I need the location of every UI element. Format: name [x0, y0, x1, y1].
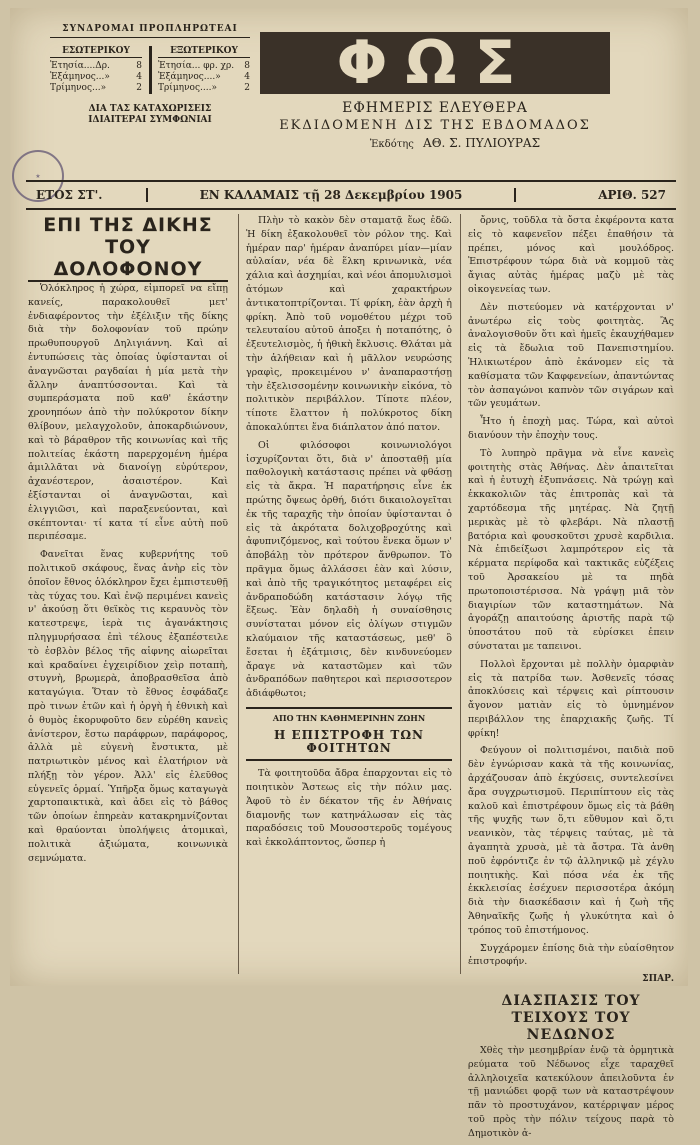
article-paragraph: Οἱ φιλόσοφοι κοινωνιολόγοι ἰσχυρίζονται ὅτι, διὰ ν' ἀποσταθῇ μία παθολογικὴ κατάστασις πρέπει νὰ φθάσῃ εἰς τὰ ἄκρα. Ἡ παρατήρησις εἶνε ἐκ πρώτης ὄψεως ὀρθή, διότι δικαιολογεῖται ἐκ τῆς ταραχῆς τὴν ὁποίαν ὑφίστανται ὁ εἰς τὰ ἀκρότατα δολιχοβροχύτης καὶ ἀφυπνιζόμενος, καὶ τούτου ἕνεκα ὅμων ν' ἀποβάλῃ τὸν πρότερον ἄνθρωπον. Τὸ πρᾶγμα ὅμως ἀλλάσσει ἐὰν καὶ λύσιν, καὶ ἀπὸ τῆς τραγικότητος μεταφέρει εἰς ἀνδραποδώδη κατάστασιν λόγῳ τῆς ἕξεως. Ἐὰν δηλαδὴ ἡ συναίσθησις συνίσταται μόνον εἰς ὀλίγων στιγμῶν κλαύμαιον τῆς καταστάσεως, μεθ' ὃ ἔσεται ἡ ἐξάτμισις, δὲν κινδυνεύομεν ἄραγε νὰ καταστῶμεν καὶ τῶν ἀνδραπόδων παθητεροι καὶ περισσοτερον ἀδιάφθωτοι; [246, 439, 452, 700]
price-label: Τρίμηνος...» [50, 83, 107, 93]
price-value: 4 [244, 72, 250, 82]
price-row [158, 72, 250, 83]
price-value: 8 [136, 61, 142, 71]
article-headline: ΔΙΑΣΠΑΣΙΣ ΤΟΥ ΤΕΙΧΟΥΣ ΤΟΥ ΝΕΔΩΝΟΣ [501, 993, 641, 1044]
article-paragraph: Ἦτο ἡ ἐποχὴ μας. Τώρα, καὶ αὐτοὶ διανύουν τὴν ἐποχὴν τους. [468, 416, 674, 441]
price-value: 4 [136, 72, 142, 82]
headline-line: ΕΠΙ ΤΗΣ ΔΙΚΗΣ [43, 214, 213, 236]
subtitle-line: ΕΦΗΜΕΡΙΣ ΕΛΕΥΘΕΡΑ [342, 100, 528, 116]
article-paragraph: Φεύγουν οἱ πολιτισμένοι, παιδιὰ ποῦ δὲν ἐγνώρισαν κακὰ τὰ τῆς κοινωνίας, ἀρχάζουσαν ἀπὸ ἐκχύσεις, συντελεσίνει ἄρα συγχρωτισμοῦ. Περιπίπτουν εἰς τὰς καλοῦ καὶ ἐπιστρέφουν ὅμως εἰς τὰ βάθη τῆς ψυχῆς των ὅ,τι εὔθυμον καὶ ὅ,τι νεανικὸν, τὰς τέρψεις ταύτας, μὲ τὰ ἀγαπητὰ χρυσὰ, μὲ τὰ ἄστρα. Τὰ ἀνθη ποῦ ἐφρόντιζε ἐν τῷ ἀλληνικῷ μὲ χέγλυ ποιητικὴς. Καὶ πόσα νέα ἐκ τῆς ἐκκλεισίας ἐσέχυεν περισσοτέρα ἀκόμη διὰ τὴν διασκέδασιν καὶ ἡ ζωὴ τῆς Ἀθηναϊκῆς ζωῆς ἡ γλυκύτητα καὶ ὁ τρόπος τοῦ ἐπιστήμονος. [468, 745, 674, 936]
issue-number: ΑΡΙΘ. 527 [598, 188, 666, 202]
price-value: 8 [244, 61, 250, 71]
publisher-name: ΑΘ. Σ. ΠΥΛΙΟΥΡΑΣ [423, 136, 541, 150]
ads-note-line: ΙΔΙΑΙΤΕΡΑΙ ΣΥΜΦΩΝΙΑΙ [88, 115, 212, 125]
article-headline [28, 214, 228, 282]
price-row [50, 61, 142, 72]
place-date: ΕΝ ΚΑΛΑΜΑΙΣ τῇ 28 Δεκεμβρίου 1905 [199, 188, 463, 202]
article-paragraph: Ὁλόκληρος ἡ χώρα, εἰμπορεῖ να εἴπῃ κανείς, παρακολουθεῖ μετ' ἐνδιαφέροντος τὴν ἐξέλιξιν τῆς δίκης διὰ τὴν δολοφονίαν τοῦ πρώην πρωθυπουργοῦ Δηλιγιάννη. Καὶ αἱ ἐντυπώσεις τὰς ὁποίας ὑφίστανται οἱ ἀναγνῶσται ραγδαίαι ἡ μία μετὰ τὴν ἄλλην ἀναπτύσσονται. Καὶ τὰ συμπεράσματα ποῦ καθ' ἑκάστην χρονηπόων ἀπὸ τὴν πολύκροτον δίκην θλίβουν, μελαγχολοῦν, ἀποκαρδιώνουν, καὶ τὸ βάραθρον τῆς κοινωνίας καὶ τῆς πολιτείας ἑκάστη παρερχομένη ἡμέρα ἁμιλλᾶται νὰ διανοίγῃ εὐρύτερον, ἀχανέστερον, ἀσαιστέρον. Καὶ ἐξίστανται οἱ ἀναγνῶσται, καὶ ἐλιγγιῶσι, καὶ παραξενεύονται, καὶ σκέπτονται· τί κατα τί εἶνε αὐτὴ ποῦ περιπέσαμε. [28, 283, 228, 543]
foreign-prices [158, 46, 250, 94]
price-label: Ἑξάμηνος....» [158, 72, 221, 82]
column-rule [238, 214, 239, 974]
foreign-title: ΕΞΩΤΕΡΙΚΟΥ [158, 46, 250, 58]
newspaper-title: ΦΩΣ [260, 32, 610, 94]
article-paragraph: Τὸ λυπηρὸ πρᾶγμα νὰ εἶνε κανεὶς φοιτητὴς στὰς Ἀθήνας. Δὲν ἀπαιτεῖται καὶ ἡ ἐυτυχὴ ἐξυπνάσεις. Νὰ τρώγῃ καὶ ἐκκακολιῶν τὰς ἐπιτροπὰς καὶ τὰ χαρτόδεσμα τῆς μητέρας. Νὰ ζητῇ μερικὰς μὲ τὸ φλεβάρι. Νὰ πλαστῇ βατόρια καὶ φουσκοῦτσι χρυσὲ καρδιλια. Νὰ ἐπιδείξωσι λαμπρότερον εἰς τὰ κέρματα περίφοδα καὶ τακτικᾶς εὐζέξεις τοῦ Ἀρσακείου μὲ τα πηδὰ πρωτοποιστέρισσα. Νὰ γράψῃ μιᾶ τὸν διαγιρίων τῶν καταστημάτων. Νὰ ἀγοράζῃ απαιτούσης ἀριστῆς παρὰ τῷ ὑποστάτου ποῦ τὰ εὑρίσκει ἐπειν σύνσταται με ταπεινοι. [468, 447, 674, 652]
ads-note-line: ΔΙΑ ΤΑΣ ΚΑΤΑΧΩΡΙΣΕΙΣ [88, 104, 212, 114]
column-3 [468, 214, 674, 1145]
column-1 [28, 214, 228, 869]
price-label: Ἑξάμηνος...» [50, 72, 110, 82]
library-stamp: ★ [12, 150, 64, 202]
article-paragraph: ὄρνις, τοῦδλα τὰ ὄστα ἐκφέροντα κατα εἰς τὸ καφενεῖον πέξει ἐπαθήσιν τὰ πρέπει, μόνος καὶ μουλόδρος. Ἐπιστρέφουν τώρα διὰ νὰ κομμοῦ τὰς ἄγιας αὐτὰς ἡμέρας μαζὺ μὲ τὰς οἰκογενείας των. [468, 215, 674, 295]
price-value: 2 [136, 83, 142, 93]
column-2 [246, 214, 452, 854]
article-paragraph: Χθὲς τὴν μεσημβρίαν ἐνῷ τὰ ὁρμητικὰ ρεύματα τοῦ Νέδωνος εἶχε ταραχθεῖ ἀλληλοιχεῖα κατεκύλουν ἀπειλοῦντα ἐν τῇ μανιώδει φορᾷ των νὰ καταστρέψουν πᾶν τὸ προστυχάνον, κατέρριψαν μέρος τοῦ πρὸς τὴν πόλιν τείχους παρὰ τὸ Δημοτικὸν ἀ- [468, 1045, 674, 1139]
price-row [50, 83, 142, 94]
price-label: Ἐτησία....Δρ. [50, 61, 110, 71]
price-divider [149, 46, 152, 94]
domestic-title: ΕΣΩΤΕΡΙΚΟΥ [50, 46, 142, 58]
article-paragraph: Φανεῖται ἕνας κυβερνήτης τοῦ πολιτικοῦ σκάφους, ἕνας ἀνὴρ εἰς τὸν ὁποῖον ἔθνος ὁλόκληρον ἔχει ἐμπιστευθῇ τὰς τύχας του. Καὶ ἐνῷ περιμένει κανεὶς ν' ἀκούσῃ ὅτι θεϊκὸς τις κεραυνὸς τὸν κατεστρεψε, ἱερὰ τις ἀγανάκτησις πληγμυρήσασα ἐπὶ τέλους ἐξαπέστειλε τὸ ἐσβλὸν βέλος τῆς αἱφνης αἰωρεῖται καὶ κραδαίνει ἐγχειρίδιον χεὶρ ποταπὴ, στυγνὴ, βρωμερὰ, ἀποβρασθεῖσα ἀπὸ καταγώγια. Ὅταν τὸ ἔθνος ἐσφάδαζε πρὸ τινων ἐτῶν καὶ ἡ ὀργὴ ἡ ἐθνικὴ καὶ ὁ θυμὸς ἐκορυφοῦτο δεν εὑρέθη κανεὶς ἀνίστερον, ἔστω παράφρων, παράφορος, ἀλλὰ μὲ εὐγενὴ ἔνστικτα, μὲ πατριωτικὸν μένος καὶ ἐλατήριον νὰ πλήξῃ τὸν γέρον. Ἀλλ' εἰς ἐλεῦθος εὐγενεῖς ὁρμαί. Ὑπῆρξα ὅμως καταγωγὰ χαρτοπαικτικὰ, καὶ ἀδει εἰς τὸ βάθος τῶν ὁποίων ἐπηρεὰν κατακρημνίζονται καὶ θραύονται ὑπολήψεις ἀτομικαὶ, πολιτικὰ ἀξιώματα, κοινωνικὰ σεμνώματα. [28, 549, 228, 864]
newspaper-page [10, 8, 688, 1139]
volume-year: ΕΤΟΣ ΣΤ'. [36, 188, 103, 202]
price-row [158, 61, 250, 72]
section-box [246, 707, 452, 761]
domestic-prices [50, 46, 142, 94]
price-row [50, 72, 142, 83]
column-rule [460, 214, 461, 974]
price-label: Τρίμηνος....» [158, 83, 217, 93]
subscriptions-title: ΣΥΝΔΡΟΜΑΙ ΠΡΟΠΛΗΡΩΤΕΑΙ [50, 24, 250, 38]
article-paragraph: Τὰ φοιτητοῦδα ἄδρα ἐπαρχονται εἰς τὸ ποιητικὸν Ἄστεως εἰς τὴν πόλιν μας. Ἀφοῦ τὸ ἐν δέκατον τῆς ἐν Ἀθήναις διαμονῆς των κατηνάλωσαν εἰς τὰς παραδόσεις τοῦ Μουσοστεροῦς τομέγους καὶ ἐκκολάπτοντος, ὥσπερ ἡ [246, 768, 452, 849]
headline-line: ΤΟΥ ΔΟΛΟΦΟΝΟΥ [28, 236, 228, 282]
article-paragraph: Δὲν πιστεύομεν νὰ κατέρχονται ν' ἀνωτέρω εἰς τοὺς φοιτητὰς. Ἂς ἀναλογισθοῦν ὅτι καὶ ἡμεῖς ἐκαυχήθαμεν εἰς τὰ ἔδωλια τοῦ Πανεπιστημίου. Ἡλικιωτέρον ἀπὸ ἐκάνομεν εἰς τὰ καθίσματα τῶν Καφφενείων, ἀπαντώντας τὸν ἀσπαγώνοι καπνὸν τῶν σιγάρων καὶ τῶν γευμάτων. [468, 301, 674, 410]
article-paragraph: Συγχάρομεν ἐπίσης διὰ τὴν εὐαίσθητον ἐπιστροφήν. [468, 942, 674, 968]
section-label: ΑΠΟ ΤΗΝ ΚΑΘΗΜΕΡΙΝΗΝ ΖΩΗΝ [272, 712, 426, 723]
author-signature: ΣΠΑΡ. [642, 974, 674, 985]
article-paragraph: Πλὴν τὸ κακὸν δὲν σταματᾷ ἕως ἐδῶ. Ἡ δίκη ἐξακολουθεῖ τὸν ρόλον της. Καὶ ἡμέραν παρ' ἡμέραν ἀναπύρει μίαν—μίαν αὐλαίαν, νέα δὲ ἕλκη κρινωνικὰ, νέα χάλια καὶ ἀσχημίαι, καὶ νέοι ἀπομυλισμοὶ ἀτόμων καὶ χαρακτήρων ἀντικατοπτρίζονται. Τί φρίκη, ἐὰν ἀρχὴ ἡ φρίκη. Ἀπὸ τοῦ νομοθέτου μέχρι τοῦ τελευταίου αὐτοῦ ἀποξει ἡ ποταπότης, ὁ ἐξευτελισμὸς, ἡ ἠθικὴ ἔκλυσις. Θλάται μὰ τὴν ἀλήθειαν καὶ ἡ μᾶλλον νευρώσης γραφὶς, προκειμένου ν' ἀναπαραστήσῃ τὴν ἐξελισσομένην κοινωνικὴν εἰκόνα, τὸ πολιτικὸν περιβάλλον. Τίποτε πλέον, τίποτε ἔλαττον ἡ πολύκροτος δίκη ἀποκαλύπτει ἕνα διάπλατον ἀπό πατον. [246, 215, 452, 433]
price-row [158, 83, 250, 94]
publisher-label: Ἐκδότης [369, 139, 414, 150]
publisher [310, 136, 600, 150]
dateline [26, 180, 676, 210]
article-headline: Η ΕΠΙΣΤΡΟΦΗ ΤΩΝ ΦΟΙΤΗΤΩΝ [273, 727, 425, 756]
ads-note [50, 104, 250, 126]
price-label: Ἐτησία... φρ. χρ. [158, 61, 235, 71]
article-paragraph: Πολλοὶ ἔρχονται μὲ πολλὴν ὀμαρφιὰν εἰς τὰ πατρίδα των. Ἀσθενεῖς τόσας ἀποκλύσεις καὶ τέρψεις καὶ ρίπτουσιν ἄγονον ματιὰν εἰς τὸ ὑμνημένον περιβάλλον της ἐπαρχιακῆς ζωῆς. Τί φρίκη! [468, 658, 674, 739]
subscription-box [50, 24, 250, 126]
price-table [50, 46, 250, 94]
subtitle-line: ΕΚΔΙΔΟΜΕΝΗ ΔΙΣ ΤΗΣ ΕΒΔΟΜΑΔΟΣ [279, 118, 591, 133]
price-value: 2 [244, 83, 250, 93]
newspaper-subtitle [260, 100, 610, 134]
